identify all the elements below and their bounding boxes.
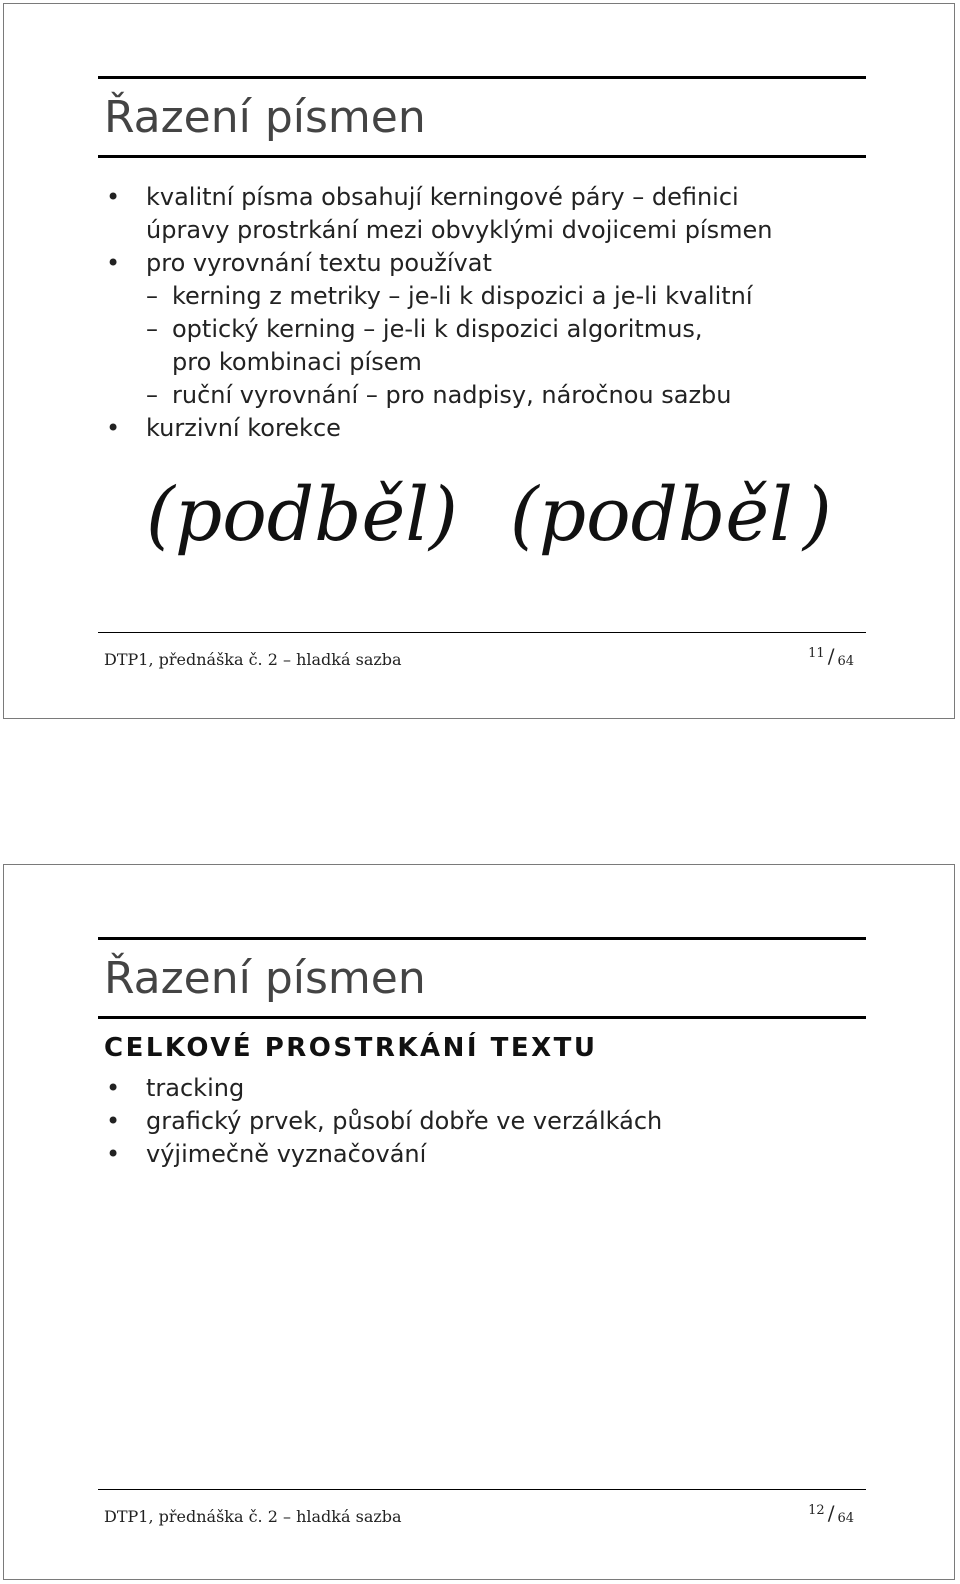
bullet-list: [104, 181, 772, 445]
slide-footer: DTP1, přednáška č. 2 – hladká sazba: [104, 1507, 402, 1526]
title-bottom-rule: [98, 155, 866, 158]
bullet-icon: •: [106, 1140, 121, 1168]
total-pages: 64: [837, 1511, 854, 1526]
slide-title: Řazení písmen: [104, 953, 426, 1004]
list-item-text: kvalitní písma obsahují kerningové páry – definici: [146, 183, 739, 211]
bullet-icon: •: [106, 249, 121, 277]
dash-icon: –: [146, 315, 158, 343]
title-top-rule: [98, 76, 866, 79]
list-item-text: pro vyrovnání textu používat: [146, 249, 492, 277]
sub-list-item: [104, 280, 772, 313]
list-item-text: kurzivní korekce: [146, 414, 341, 442]
section-subheading: CELKOVÉ PROSTRKÁNÍ TEXTU: [104, 1033, 598, 1063]
demo-word: podběl: [174, 472, 429, 558]
bullet-list: [104, 1072, 662, 1171]
demo-without-correction: [146, 472, 458, 558]
page-number: [808, 644, 854, 669]
list-item: [104, 181, 772, 214]
list-item: [104, 1138, 662, 1171]
slide-title: Řazení písmen: [104, 92, 426, 143]
title-top-rule: [98, 937, 866, 940]
footer-rule: [98, 632, 866, 633]
sub-list-item: [104, 313, 772, 346]
sub-list-item: [104, 379, 772, 412]
demo-with-correction: [510, 472, 832, 558]
list-item: [104, 1105, 662, 1138]
dash-icon: –: [146, 381, 158, 409]
footer-rule: [98, 1489, 866, 1490]
total-pages: 64: [837, 654, 854, 669]
sub-list-item-text: pro kombinaci písem: [172, 348, 422, 376]
close-paren: ): [429, 472, 458, 558]
list-item-text: tracking: [146, 1074, 245, 1102]
list-item-text: grafický prvek, působí dobře ve verzálkách: [146, 1107, 663, 1135]
bullet-icon: •: [106, 1074, 121, 1102]
slide-footer: DTP1, přednáška č. 2 – hladká sazba: [104, 650, 402, 669]
list-item-text: výjimečně vyznačování: [146, 1140, 427, 1168]
list-item: [104, 247, 772, 280]
open-paren: (: [509, 472, 539, 558]
dash-icon: –: [146, 282, 158, 310]
sub-list-item-text: ruční vyrovnání – pro nadpisy, náročnou sazbu: [172, 381, 732, 409]
list-item-text: úpravy prostrkání mezi obvyklými dvojicemi písmen: [146, 216, 773, 244]
slide-12: [3, 864, 955, 1580]
bullet-icon: •: [106, 414, 121, 442]
demo-word: podběl: [538, 472, 793, 558]
open-paren: (: [146, 472, 175, 558]
bullet-icon: •: [106, 1107, 121, 1135]
page-separator: /: [827, 1501, 835, 1525]
bullet-icon: •: [106, 183, 121, 211]
page-number: [808, 1501, 854, 1526]
current-page: 11: [808, 646, 825, 661]
list-item: [104, 412, 772, 445]
sub-list-item-text: kerning z metriky – je-li k dispozici a je-li kvalitní: [172, 282, 753, 310]
sub-list-item-text: optický kerning – je-li k dispozici algoritmus,: [172, 315, 703, 343]
list-item: [104, 1072, 662, 1105]
page-separator: /: [827, 644, 835, 668]
list-item-continuation: [104, 214, 772, 247]
sub-list-item-continuation: [104, 346, 772, 379]
title-bottom-rule: [98, 1016, 866, 1019]
italic-correction-demo: [146, 472, 832, 558]
close-paren: ): [802, 472, 832, 558]
current-page: 12: [808, 1503, 825, 1518]
slide-11: [3, 3, 955, 719]
